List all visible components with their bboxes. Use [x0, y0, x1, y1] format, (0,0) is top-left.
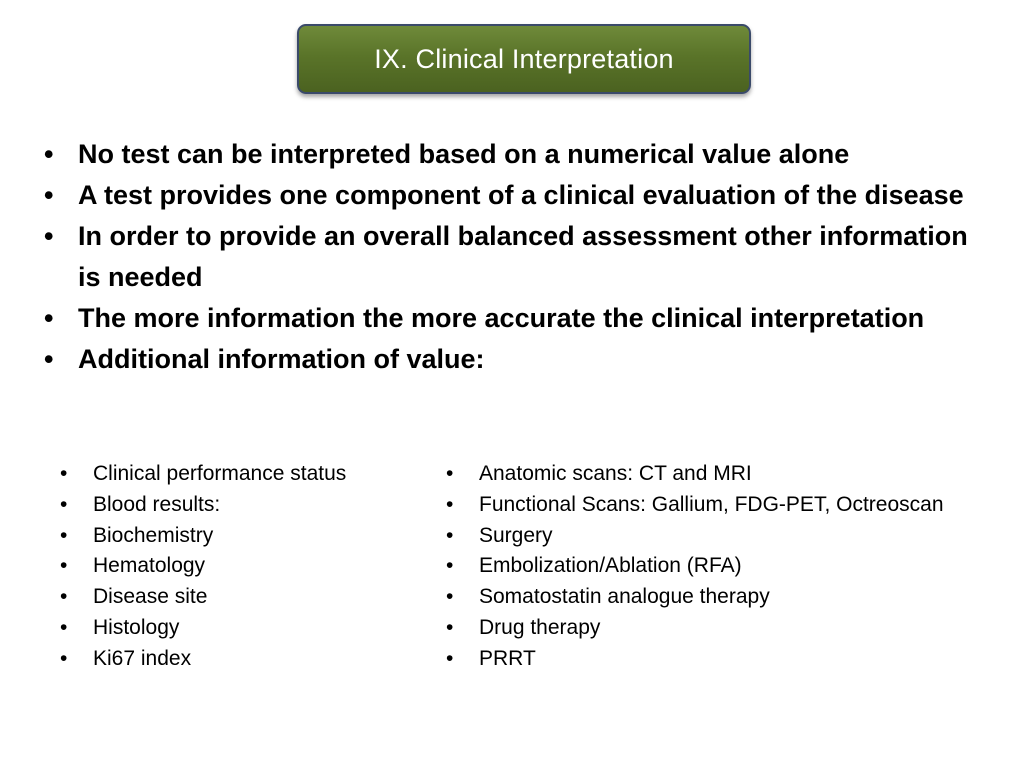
sub-list-item	[444, 582, 1004, 613]
bullet-icon: •	[60, 462, 68, 485]
bullet-icon: •	[60, 585, 68, 609]
bullet-icon: •	[446, 615, 454, 639]
main-point-text: No test can be interpreted based on a numerical value alone	[78, 139, 850, 169]
additional-info-right-list	[444, 459, 1004, 675]
main-point-text: Additional information of value:	[78, 344, 485, 374]
sub-item-text: Biochemistry	[93, 523, 214, 547]
sub-list-item	[444, 551, 1004, 582]
main-point	[44, 216, 974, 298]
bullet-icon: •	[44, 344, 54, 374]
sub-list-item	[58, 644, 428, 675]
sub-list-item	[58, 521, 428, 552]
sub-item-text: Disease site	[93, 585, 208, 609]
sub-list-item	[58, 613, 428, 644]
sub-item-text: Clinical performance status	[93, 462, 347, 485]
bullet-icon: •	[60, 554, 68, 578]
bullet-icon: •	[44, 139, 54, 169]
main-point	[44, 298, 974, 339]
sub-item-text: Ki67 index	[93, 646, 192, 670]
sub-item-text: Embolization/Ablation (RFA)	[479, 554, 742, 578]
main-point	[44, 134, 974, 175]
bullet-icon: •	[60, 523, 68, 547]
sub-item-text: Anatomic scans: CT and MRI	[479, 462, 752, 485]
sub-item-text: Histology	[93, 615, 180, 639]
bullet-icon: •	[446, 462, 454, 485]
sub-list-item	[444, 521, 1004, 552]
sub-item-text: Blood results:	[93, 492, 221, 516]
slide-title-box	[297, 24, 751, 94]
sub-list-item	[58, 582, 428, 613]
sub-item-text: Functional Scans: Gallium, FDG-PET, Octreoscan	[479, 492, 944, 516]
bullet-icon: •	[60, 615, 68, 639]
sub-item-text: Somatostatin analogue therapy	[479, 585, 770, 609]
additional-info-left-list	[58, 459, 428, 675]
bullet-icon: •	[44, 221, 54, 251]
sub-list-item	[444, 613, 1004, 644]
bullet-icon: •	[446, 492, 454, 516]
bullet-icon: •	[60, 492, 68, 516]
sub-list-item	[444, 459, 1004, 490]
main-bullet-list	[44, 134, 974, 380]
main-point	[44, 339, 974, 380]
bullet-icon: •	[446, 585, 454, 609]
main-point-text: The more information the more accurate the clinical interpretation	[78, 303, 925, 333]
sub-list-item	[58, 490, 428, 521]
sub-item-text: Surgery	[479, 523, 553, 547]
slide-title: IX. Clinical Interpretation	[374, 43, 674, 74]
sub-list-item	[444, 490, 1004, 521]
sub-list-item	[58, 551, 428, 582]
sub-item-text: PRRT	[479, 646, 536, 670]
sub-list-item	[444, 644, 1004, 675]
bullet-icon: •	[446, 523, 454, 547]
bullet-icon: •	[446, 646, 454, 670]
bullet-icon: •	[60, 646, 68, 670]
bullet-icon: •	[44, 303, 54, 333]
sub-item-text: Hematology	[93, 554, 206, 578]
bullet-icon: •	[44, 180, 54, 210]
sub-list-item	[58, 459, 428, 490]
main-point	[44, 175, 974, 216]
sub-item-text: Drug therapy	[479, 615, 601, 639]
bullet-icon: •	[446, 554, 454, 578]
main-point-text: A test provides one component of a clinical evaluation of the disease	[78, 180, 964, 210]
main-point-text: In order to provide an overall balanced assessment other information is needed	[78, 221, 968, 292]
